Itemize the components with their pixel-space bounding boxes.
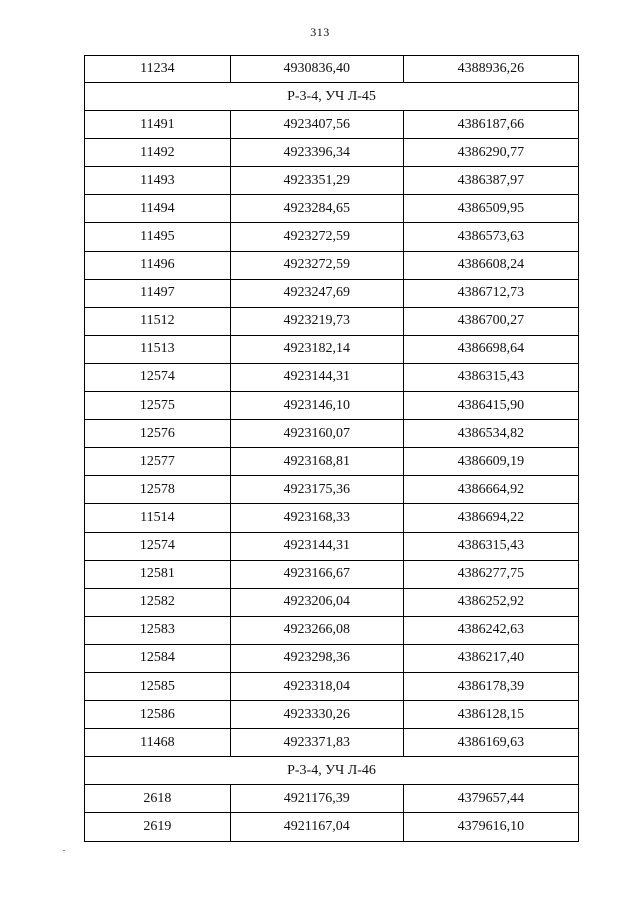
- point-number-cell: 2618: [85, 785, 231, 813]
- y-coordinate-cell: 4386178,39: [403, 672, 578, 700]
- x-coordinate-cell: 4923144,31: [230, 532, 403, 560]
- x-coordinate-cell: 4923284,65: [230, 195, 403, 223]
- point-number-cell: 11493: [85, 167, 231, 195]
- point-number-cell: 2619: [85, 813, 231, 841]
- point-number-cell: 11492: [85, 139, 231, 167]
- table-row: [85, 813, 579, 841]
- x-coordinate-cell: 4923175,36: [230, 476, 403, 504]
- x-coordinate-cell: 4923182,14: [230, 335, 403, 363]
- y-coordinate-cell: 4386277,75: [403, 560, 578, 588]
- table-row: [85, 532, 579, 560]
- table-row: [85, 448, 579, 476]
- y-coordinate-cell: 4379616,10: [403, 813, 578, 841]
- point-number-cell: 11234: [85, 56, 231, 83]
- y-coordinate-cell: 4386217,40: [403, 644, 578, 672]
- x-coordinate-cell: 4923247,69: [230, 279, 403, 307]
- table-row: [85, 363, 579, 391]
- point-number-cell: 11512: [85, 307, 231, 335]
- table-row: [85, 392, 579, 420]
- x-coordinate-cell: 4923266,08: [230, 616, 403, 644]
- point-number-cell: 11468: [85, 729, 231, 757]
- point-number-cell: 12578: [85, 476, 231, 504]
- point-number-cell: 11495: [85, 223, 231, 251]
- page-number: 313: [310, 25, 330, 39]
- y-coordinate-cell: 4386608,24: [403, 251, 578, 279]
- y-coordinate-cell: 4386534,82: [403, 420, 578, 448]
- x-coordinate-cell: 4923219,73: [230, 307, 403, 335]
- x-coordinate-cell: 4923168,33: [230, 504, 403, 532]
- point-number-cell: 11497: [85, 279, 231, 307]
- x-coordinate-cell: 4923330,26: [230, 701, 403, 729]
- table-row: [85, 560, 579, 588]
- y-coordinate-cell: 4386664,92: [403, 476, 578, 504]
- section-label: Р-3-4, УЧ Л-45: [85, 83, 579, 111]
- x-coordinate-cell: 4923318,04: [230, 672, 403, 700]
- point-number-cell: 12575: [85, 392, 231, 420]
- y-coordinate-cell: 4379657,44: [403, 785, 578, 813]
- table-row: [85, 56, 579, 83]
- point-number-cell: 12583: [85, 616, 231, 644]
- table-row: [85, 729, 579, 757]
- table-row: [85, 335, 579, 363]
- coordinates-table-body: [85, 56, 579, 842]
- point-number-cell: 12584: [85, 644, 231, 672]
- x-coordinate-cell: 4921167,04: [230, 813, 403, 841]
- table-row: [85, 701, 579, 729]
- table-row: [85, 420, 579, 448]
- point-number-cell: 11496: [85, 251, 231, 279]
- x-coordinate-cell: 4923371,83: [230, 729, 403, 757]
- x-coordinate-cell: 4923351,29: [230, 167, 403, 195]
- y-coordinate-cell: 4386509,95: [403, 195, 578, 223]
- x-coordinate-cell: 4923396,34: [230, 139, 403, 167]
- y-coordinate-cell: 4386290,77: [403, 139, 578, 167]
- point-number-cell: 11494: [85, 195, 231, 223]
- y-coordinate-cell: 4386712,73: [403, 279, 578, 307]
- coordinates-table: [84, 55, 579, 842]
- section-header-row: [85, 83, 579, 111]
- point-number-cell: 12586: [85, 701, 231, 729]
- x-coordinate-cell: 4923144,31: [230, 363, 403, 391]
- y-coordinate-cell: 4386698,64: [403, 335, 578, 363]
- y-coordinate-cell: 4386315,43: [403, 532, 578, 560]
- y-coordinate-cell: 4386573,63: [403, 223, 578, 251]
- table-row: [85, 167, 579, 195]
- x-coordinate-cell: 4921176,39: [230, 785, 403, 813]
- table-row: [85, 644, 579, 672]
- section-header-row: [85, 757, 579, 785]
- x-coordinate-cell: 4923206,04: [230, 588, 403, 616]
- table-row: [85, 223, 579, 251]
- table-row: [85, 616, 579, 644]
- section-label: Р-3-4, УЧ Л-46: [85, 757, 579, 785]
- x-coordinate-cell: 4923166,67: [230, 560, 403, 588]
- point-number-cell: 12574: [85, 363, 231, 391]
- y-coordinate-cell: 4386694,22: [403, 504, 578, 532]
- point-number-cell: 12576: [85, 420, 231, 448]
- y-coordinate-cell: 4388936,26: [403, 56, 578, 83]
- table-row: [85, 672, 579, 700]
- table-row: [85, 588, 579, 616]
- y-coordinate-cell: 4386252,92: [403, 588, 578, 616]
- y-coordinate-cell: 4386700,27: [403, 307, 578, 335]
- table-row: [85, 504, 579, 532]
- x-coordinate-cell: 4923272,59: [230, 223, 403, 251]
- y-coordinate-cell: 4386128,15: [403, 701, 578, 729]
- x-coordinate-cell: 4923160,07: [230, 420, 403, 448]
- point-number-cell: 11513: [85, 335, 231, 363]
- x-coordinate-cell: 4923272,59: [230, 251, 403, 279]
- point-number-cell: 12582: [85, 588, 231, 616]
- x-coordinate-cell: 4923168,81: [230, 448, 403, 476]
- table-row: [85, 111, 579, 139]
- table-row: [85, 251, 579, 279]
- x-coordinate-cell: 4930836,40: [230, 56, 403, 83]
- y-coordinate-cell: 4386169,63: [403, 729, 578, 757]
- point-number-cell: 12585: [85, 672, 231, 700]
- y-coordinate-cell: 4386415,90: [403, 392, 578, 420]
- table-row: [85, 195, 579, 223]
- x-coordinate-cell: 4923298,36: [230, 644, 403, 672]
- scan-speck: [63, 850, 65, 851]
- x-coordinate-cell: 4923146,10: [230, 392, 403, 420]
- table-row: [85, 476, 579, 504]
- table-row: [85, 307, 579, 335]
- y-coordinate-cell: 4386187,66: [403, 111, 578, 139]
- y-coordinate-cell: 4386315,43: [403, 363, 578, 391]
- table-row: [85, 139, 579, 167]
- point-number-cell: 12581: [85, 560, 231, 588]
- y-coordinate-cell: 4386609,19: [403, 448, 578, 476]
- point-number-cell: 11491: [85, 111, 231, 139]
- point-number-cell: 11514: [85, 504, 231, 532]
- x-coordinate-cell: 4923407,56: [230, 111, 403, 139]
- table-row: [85, 279, 579, 307]
- y-coordinate-cell: 4386242,63: [403, 616, 578, 644]
- point-number-cell: 12577: [85, 448, 231, 476]
- point-number-cell: 12574: [85, 532, 231, 560]
- table-row: [85, 785, 579, 813]
- y-coordinate-cell: 4386387,97: [403, 167, 578, 195]
